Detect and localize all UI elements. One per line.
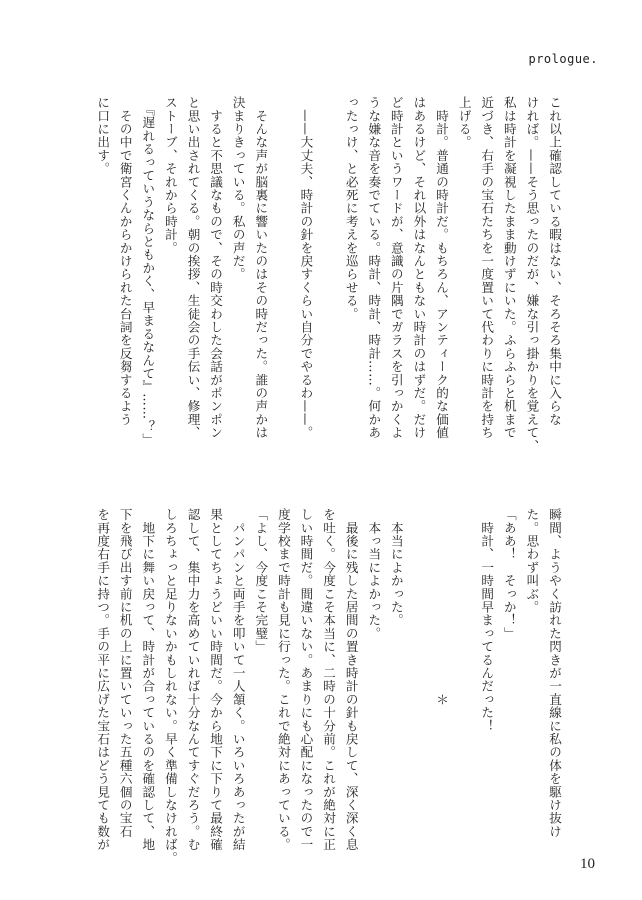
text-line: しろちょっと足りないかもしれない。早く準備しなければ。 [162, 508, 178, 865]
text-line: 瞬間、ようやく訪れた閃きが一直線に私の体を駆け抜け [547, 508, 562, 838]
text-line: うな嫌な音を奏でている。時計、時計、時計……。何かあ [366, 96, 382, 440]
text-line: ど時計というワードが、意識の片隅でガラスを引っかくよ [388, 96, 404, 440]
blank-line [316, 96, 339, 480]
text-line: た。思わず叫ぶ。 [524, 508, 540, 614]
text-line: 本っ当によかった。 [366, 508, 382, 640]
text-line: ければ。——そう思ったのだが、嫌な引っ掛かりを覚えて、 [524, 96, 540, 453]
text-block-bottom [91, 508, 565, 892]
text-line: 時計。普通の時計だ。もちろん、アンティーク的な価値 [434, 96, 450, 440]
text-line: 私は時計を凝視したまま動けずにいた。ふらふらと机まで [501, 96, 517, 440]
blank-line [407, 508, 430, 892]
text-line: 決まりきっている。私の声だ。 [230, 96, 246, 281]
text-line: ったっけ、と必死に考えを巡らせる。 [343, 96, 359, 321]
text-line: ——大丈夫、時計の針を戻すくらい自分でやるわ——。 [298, 96, 314, 440]
text-line: と思い出されてくる。朝の挨拶、生徒会の手伝い、修理、 [185, 96, 201, 440]
text-line: 果としてちょうどいい時間だ。今から地下に下りて最終確 [208, 508, 224, 852]
text-line: パンパンと両手を叩いて一人頷く。いろいろあったが結 [230, 508, 246, 852]
text-line: すると不思議なもので、その時交わした会話がポンポン [208, 96, 224, 440]
section-break: ＊ [434, 693, 450, 707]
text-line: 認して、集中力を高めていれば十分なんてすぐだろう。む [185, 508, 201, 852]
text-line: に口に出す。 [95, 96, 111, 176]
text-line: その中で衛宮くんからかけられた台詞を反芻するよう [117, 96, 133, 426]
text-line: 度学校まで時計も見に行った。これで絶対にあっている。 [275, 508, 291, 852]
text-line: はあるけど、それ以外はなんともない時計のはずだ。だけ [411, 96, 427, 440]
text-line: 『遅れるっていうならともかく、早まるなんて』……？」 [140, 96, 156, 447]
text-line: 本当によかった。 [388, 508, 404, 627]
text-line: 上げる。 [456, 96, 472, 149]
text-line: 最後に残した居間の置き時計の針も戻して、深く深く息 [343, 508, 359, 852]
text-line: 「ああ！ そっか！」 [501, 508, 517, 640]
blank-line [452, 508, 475, 892]
text-line: ストーブ、それから時計。 [162, 96, 178, 255]
text-line: 「よし、今度こそ完璧」 [253, 508, 269, 654]
text-line: これ以上確認している暇はない、そろそろ集中に入らな [547, 96, 562, 426]
text-line: を再度右手に持つ。手の平に広げた宝石はどう見ても数が [95, 508, 111, 852]
text-line: しい時間だ。間違いない。あまりにも心配になったので一 [298, 508, 314, 852]
text-line: 地下に舞い戻って、時計が合っているのを確認して、地 [140, 508, 156, 852]
blank-line [271, 96, 294, 480]
text-line: を吐く。今度こそ本当に、二時の十分前。これが絶対に正 [321, 508, 337, 852]
text-line: 時計、一時間早まってるんだった！ [479, 508, 495, 733]
text-line: そんな声が脳裏に響いたのはその時だった。誰の声かは [253, 96, 269, 440]
text-line: 近づき、右手の宝石たちを一度置いて代わりに時計を持ち [479, 96, 495, 440]
chapter-header: prologue. [528, 52, 598, 66]
text-block-top [91, 96, 565, 480]
text-line: 下を飛び出す前に机の上に置いていった五種六個の宝石 [117, 508, 133, 838]
page-number: 10 [580, 856, 595, 872]
